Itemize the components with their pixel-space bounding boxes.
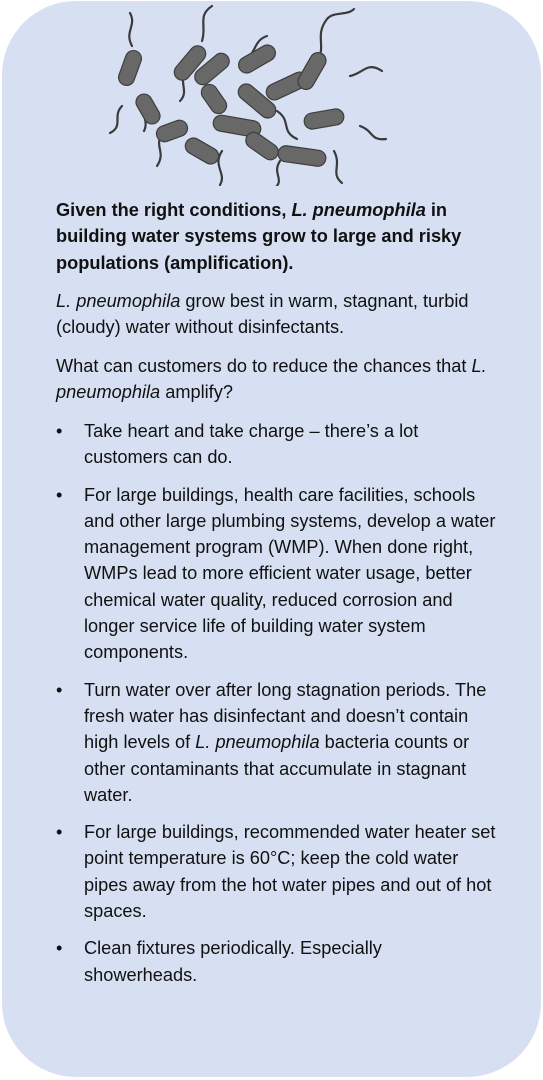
list-item: • For large buildings, health care facilities, schools and other large plumbing systems, develop a water management program (WMP). When done right, WMPs lead to more efficient water usage, better chemical water quality, reduced corrosion and longer service life of building water system components. — [56, 482, 496, 666]
question-paragraph: What can customers do to reduce the chances that L. pneumophila amplify? — [56, 356, 487, 403]
intro-paragraph: L. pneumophila grow best in warm, stagnant, turbid (cloudy) water without disinfectants. — [56, 291, 469, 338]
list-item: • Clean fixtures periodically. Especially showerheads. — [56, 935, 496, 988]
list-item: • Take heart and take charge – there’s a lot customers can do. — [56, 418, 496, 471]
organism-name: L. pneumophila — [56, 291, 181, 311]
bacteria-cluster-icon — [102, 1, 402, 186]
list-item: • For large buildings, recommended water heater set point temperature is 60°C; keep the cold water pipes away from the hot water pipes and out of hot spaces. — [56, 819, 496, 924]
organism-name: L. pneumophila — [56, 356, 487, 403]
headline: Given the right conditions, L. pneumophila in building water systems grow to large and risky populations (amplification). — [56, 200, 462, 273]
tips-list — [56, 418, 496, 999]
organism-name: L. pneumophila — [195, 732, 320, 753]
info-card — [2, 1, 541, 1077]
organism-name: L. pneumophila — [291, 200, 426, 220]
list-item: • Turn water over after long stagnation periods. The fresh water has disinfectant and doesn’t contain high levels of L. pneumophila bacteria counts or other contaminants that accumulate in stagnant water. — [56, 677, 496, 808]
